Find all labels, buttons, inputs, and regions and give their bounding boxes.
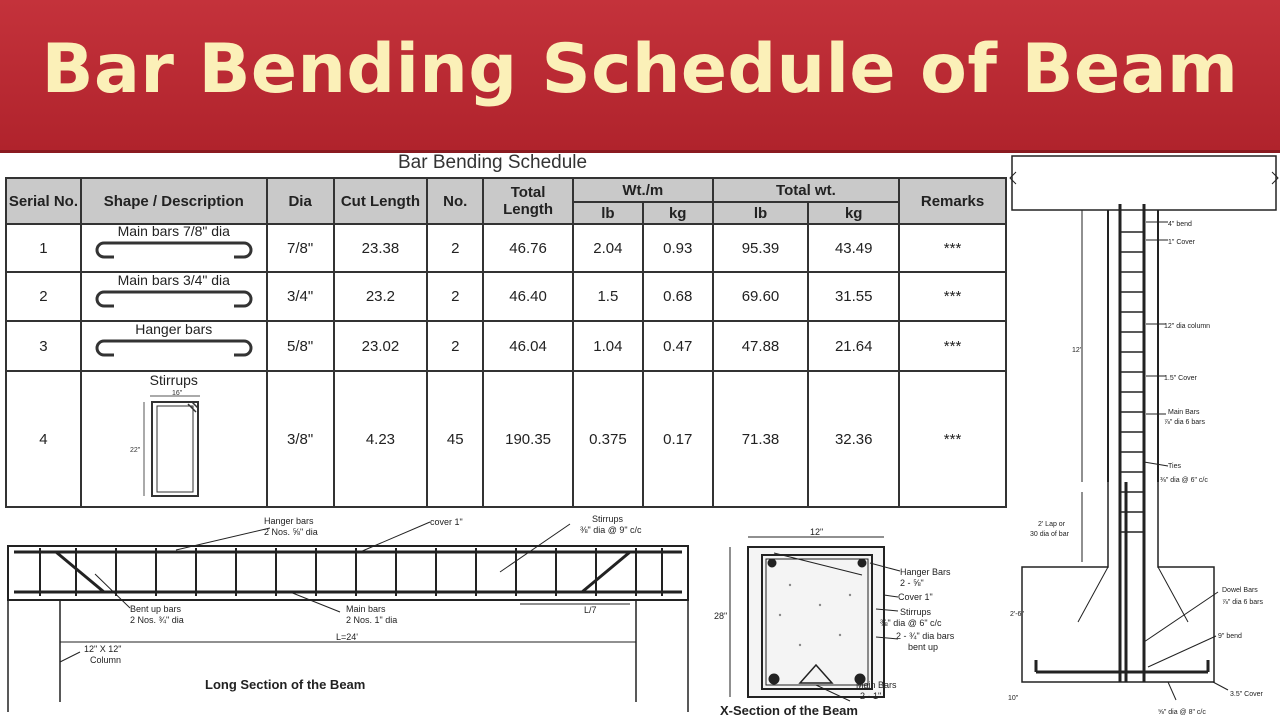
dia-cell: 3/4": [267, 272, 334, 321]
header-serial: Serial No.: [6, 178, 81, 224]
dia-cell: 3/8": [267, 371, 334, 507]
total-lb-cell: 71.38: [713, 371, 809, 507]
serial-cell: 3: [6, 321, 81, 371]
table-row: [6, 321, 1006, 371]
wt-lb-cell: 0.375: [573, 371, 643, 507]
bend-label: 4" bend: [1168, 221, 1192, 228]
long-section-caption: Long Section of the Beam: [205, 677, 366, 692]
column-label: 12" X 12": [84, 644, 122, 654]
wt-lb-cell: 1.04: [573, 321, 643, 371]
ties-label: Ties: [1168, 463, 1181, 470]
total-lb-cell: 95.39: [713, 224, 809, 272]
lby-label: L/7: [584, 605, 597, 615]
header-wt-kg: kg: [643, 202, 713, 224]
base-label: 10": [1008, 695, 1019, 702]
bent-bars-label: 2 - ¾" dia bars: [896, 631, 955, 641]
header-total-lb: lb: [713, 202, 809, 224]
serial-cell: 4: [6, 371, 81, 507]
remarks-cell: ***: [899, 224, 1006, 272]
main-bars-detail: 2 - 1": [860, 691, 882, 701]
header-dia: Dia: [267, 178, 334, 224]
cut-length-cell: 4.23: [334, 371, 428, 507]
wt-lb-cell: 1.5: [573, 272, 643, 321]
no-cell: 45: [427, 371, 483, 507]
wt-kg-cell: 0.17: [643, 371, 713, 507]
total-kg-cell: 31.55: [808, 272, 899, 321]
bar-bending-schedule-table: [5, 177, 1007, 508]
stirrups-detail: ⅜" dia @ 9" c/c: [580, 525, 642, 535]
shape-label: Main bars 3/4" dia: [117, 271, 230, 288]
dia-cell: 7/8": [267, 224, 334, 272]
total-length-cell: 190.35: [483, 371, 573, 507]
bentup-label: Bent up bars: [130, 604, 182, 614]
shape-label: Main bars 7/8" dia: [117, 223, 230, 239]
table-row: [6, 224, 1006, 272]
wt-kg-cell: 0.93: [643, 224, 713, 272]
cut-length-cell: 23.38: [334, 224, 428, 272]
total-length-cell: 46.04: [483, 321, 573, 371]
serial-cell: 1: [6, 224, 81, 272]
stirrup-height-label: 22": [129, 447, 141, 454]
hanger-detail: 2 Nos. ⅝" dia: [264, 527, 318, 537]
header-remarks: Remarks: [899, 178, 1006, 224]
wt-kg-cell: 0.47: [643, 321, 713, 371]
header-cut-length: Cut Length: [334, 178, 428, 224]
width-label: 12": [810, 527, 824, 537]
header-total-length: Total Length: [483, 178, 573, 224]
lap-label: 2' Lap or: [1038, 521, 1066, 528]
stirrups-label: Stirrups: [900, 607, 932, 617]
x-section-caption: X-Section of the Beam: [720, 703, 858, 718]
shape-label: Stirrups: [149, 372, 198, 388]
shape-cell: [81, 272, 267, 321]
header-no: No.: [427, 178, 483, 224]
total-kg-cell: 32.36: [808, 371, 899, 507]
height-label: 12': [1072, 347, 1082, 354]
cover2-label: 1.5" Cover: [1164, 375, 1197, 382]
total-length-cell: 46.76: [483, 224, 573, 272]
column-label: 12" dia column: [1164, 323, 1211, 330]
hanger-label: Hanger bars: [264, 516, 314, 526]
total-kg-cell: 43.49: [808, 224, 899, 272]
header-total-kg: kg: [808, 202, 899, 224]
wt-lb-cell: 2.04: [573, 224, 643, 272]
table-row: [6, 371, 1006, 507]
shape-cell: [81, 321, 267, 371]
total-lb-cell: 47.88: [713, 321, 809, 371]
bar-shape-icon: [94, 290, 254, 308]
bottom-label: ⅝" dia @ 8" c/c: [1158, 709, 1206, 716]
title-banner: [0, 0, 1280, 153]
serial-cell: 2: [6, 272, 81, 321]
dowel-detail: ⅞" dia 6 bars: [1222, 599, 1264, 606]
stirrup-shape-icon: [124, 388, 224, 500]
cut-length-cell: 23.2: [334, 272, 428, 321]
main-bars-detail: ⅞" dia 6 bars: [1164, 419, 1206, 426]
header-wt-per-m: Wt./m: [573, 178, 713, 202]
stirrups-detail: ⅜" dia @ 6" c/c: [880, 618, 942, 628]
depth-label: 28": [714, 611, 728, 621]
total-lb-cell: 69.60: [713, 272, 809, 321]
hanger-bars-label: Hanger Bars: [900, 567, 951, 577]
column-detail-diagram: [1008, 152, 1280, 720]
stirrups-label: Stirrups: [592, 514, 624, 524]
shape-label: Hanger bars: [135, 321, 213, 337]
bar-shape-icon: [94, 241, 254, 259]
remarks-cell: ***: [899, 371, 1006, 507]
header-wt-lb: lb: [573, 202, 643, 224]
x-section-diagram: [700, 515, 1000, 720]
schedule-title: Bar Bending Schedule: [398, 152, 588, 173]
main-bars-label: Main bars: [346, 604, 386, 614]
cover3-label: 3.5" Cover: [1230, 691, 1263, 698]
no-cell: 2: [427, 272, 483, 321]
long-section-diagram: [0, 512, 700, 720]
hanger-bars-detail: 2 - ⅝": [900, 578, 924, 588]
total-length-cell: 46.40: [483, 272, 573, 321]
bar-shape-icon: [94, 339, 254, 357]
main-bars-label: Main Bars: [856, 680, 897, 690]
column-detail: Column: [90, 655, 122, 665]
dowel-label: Dowel Bars: [1222, 587, 1258, 594]
total-kg-cell: 21.64: [808, 321, 899, 371]
main-bars-label: Main Bars: [1168, 409, 1200, 416]
cover-label: cover 1": [430, 517, 463, 527]
shape-cell: [81, 371, 267, 507]
no-cell: 2: [427, 321, 483, 371]
bend2-label: 9" bend: [1218, 633, 1242, 640]
main-bars-detail: 2 Nos. 1" dia: [346, 615, 398, 625]
dia-cell: 5/8": [267, 321, 334, 371]
page-title: Bar Bending Schedule of Beam: [41, 30, 1239, 109]
cover-label: 1" Cover: [1168, 239, 1195, 246]
table-row: [6, 272, 1006, 321]
remarks-cell: ***: [899, 272, 1006, 321]
bentup-detail: 2 Nos. ¾" dia: [130, 615, 184, 625]
remarks-cell: ***: [899, 321, 1006, 371]
ties-detail: ⅜" dia @ 6" c/c: [1160, 477, 1208, 484]
cut-length-cell: 23.02: [334, 321, 428, 371]
bent-bars-detail: bent up: [908, 642, 939, 652]
no-cell: 2: [427, 224, 483, 272]
lap-detail: 30 dia of bar: [1030, 531, 1069, 538]
depth-label: 2'-6": [1010, 611, 1024, 618]
header-shape: Shape / Description: [81, 178, 267, 224]
span-label: L=24': [336, 632, 358, 642]
stirrup-width-label: 16": [171, 390, 183, 397]
header-total-wt: Total wt.: [713, 178, 899, 202]
cover-label: Cover 1": [898, 592, 933, 602]
wt-kg-cell: 0.68: [643, 272, 713, 321]
shape-cell: [81, 224, 267, 272]
